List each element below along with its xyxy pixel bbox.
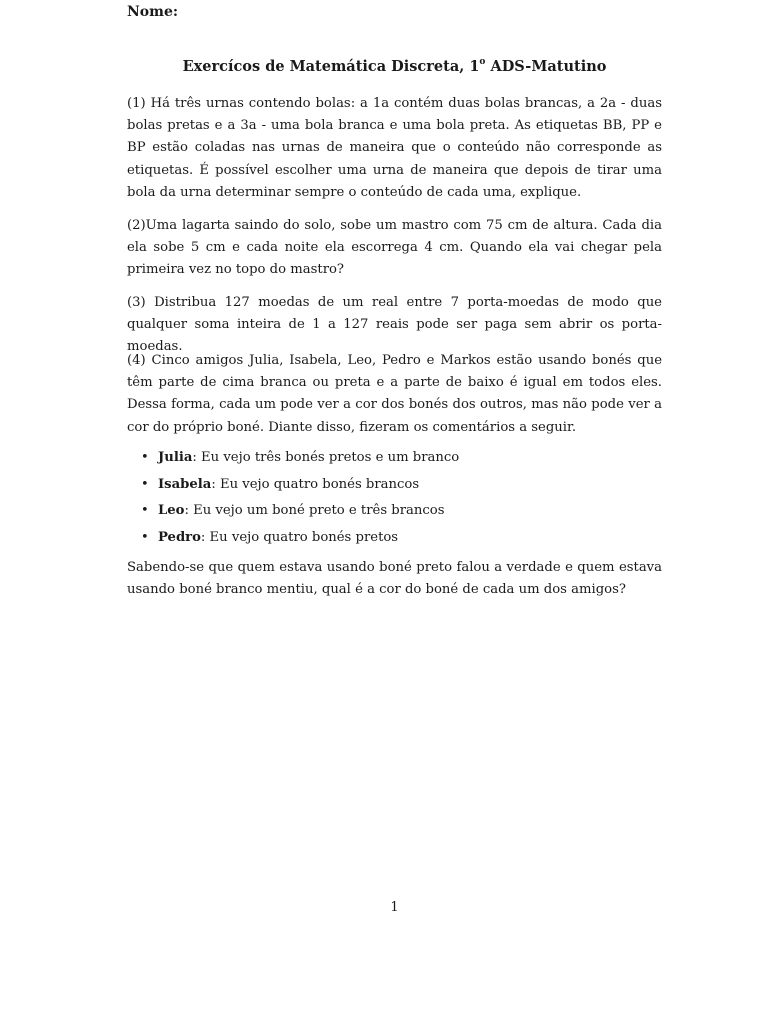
title-superscript: o [479,57,486,68]
bullet-icon: • [141,450,149,465]
exercise-4-question: Sabendo-se que quem estava usando boné preto falou a verdade e quem estava usando boné branco mentiu, qual é a cor do boné de cada um dos amigos? [127,560,662,598]
bullet-icon: • [141,529,149,545]
bullet-icon: • [141,476,149,492]
statement-text: : Eu vejo quatro bonés pretos [200,529,399,545]
title-main: Exercícos de Matemática Discreta, 1 [182,58,480,75]
list-item [127,500,662,527]
page-number: 1 [390,900,399,915]
exercise-1: (1) Há três urnas contendo bolas: a 1a contém duas bolas brancas, a 2a - duas bolas pretas e a 3a - uma bola branca e uma bola preta. As etiquetas BB, PP e BP estão coladas nas urnas de maneira que o conteúdo não corresponde as etiquetas. É possível escolher uma urna de maneira que depois de tirar uma bola da urna determinar sempre o conteúdo de cada uma, explique. [127,96,662,200]
page-title [127,58,662,76]
speaker-name: Julia [158,450,193,465]
list-item [127,527,662,554]
name-label: Nome: [127,4,179,20]
exercise-2: (2)Uma lagarta saindo do solo, sobe um mastro com 75 cm de altura. Cada dia ela sobe 5 cm e cada noite ela escorrega 4 cm. Quando ela vai chegar pela primeira vez no topo do mastro? [127,218,662,278]
list-item [127,447,662,474]
list-item [127,474,662,501]
statement-text: : Eu vejo três bonés pretos e um branco [192,450,460,465]
statement-text: : Eu vejo um boné preto e três brancos [184,503,445,518]
exercise-4-intro: (4) Cinco amigos Julia, Isabela, Leo, Pedro e Markos estão usando bonés que têm parte de cima branca ou preta e a parte de baixo é igual em todos eles. Dessa forma, cada um pode ver a cor dos bonés dos outros, mas não pode ver a cor do próprio boné. Diante disso, fizeram os comentários a seguir. [127,353,662,435]
speaker-name: Isabela [158,476,212,492]
statement-text: : Eu vejo quatro bonés brancos [211,476,420,492]
title-suffix: ADS-Matutino [485,58,607,75]
statements-list [127,447,662,553]
speaker-name: Pedro [158,529,201,545]
exercise-3: (3) Distribua 127 moedas de um real entre 7 porta-moedas de modo que qualquer soma inteira de 1 a 127 reais pode ser paga sem abrir os porta-moedas. [127,295,662,355]
speaker-name: Leo [158,503,185,518]
bullet-icon: • [141,503,149,518]
